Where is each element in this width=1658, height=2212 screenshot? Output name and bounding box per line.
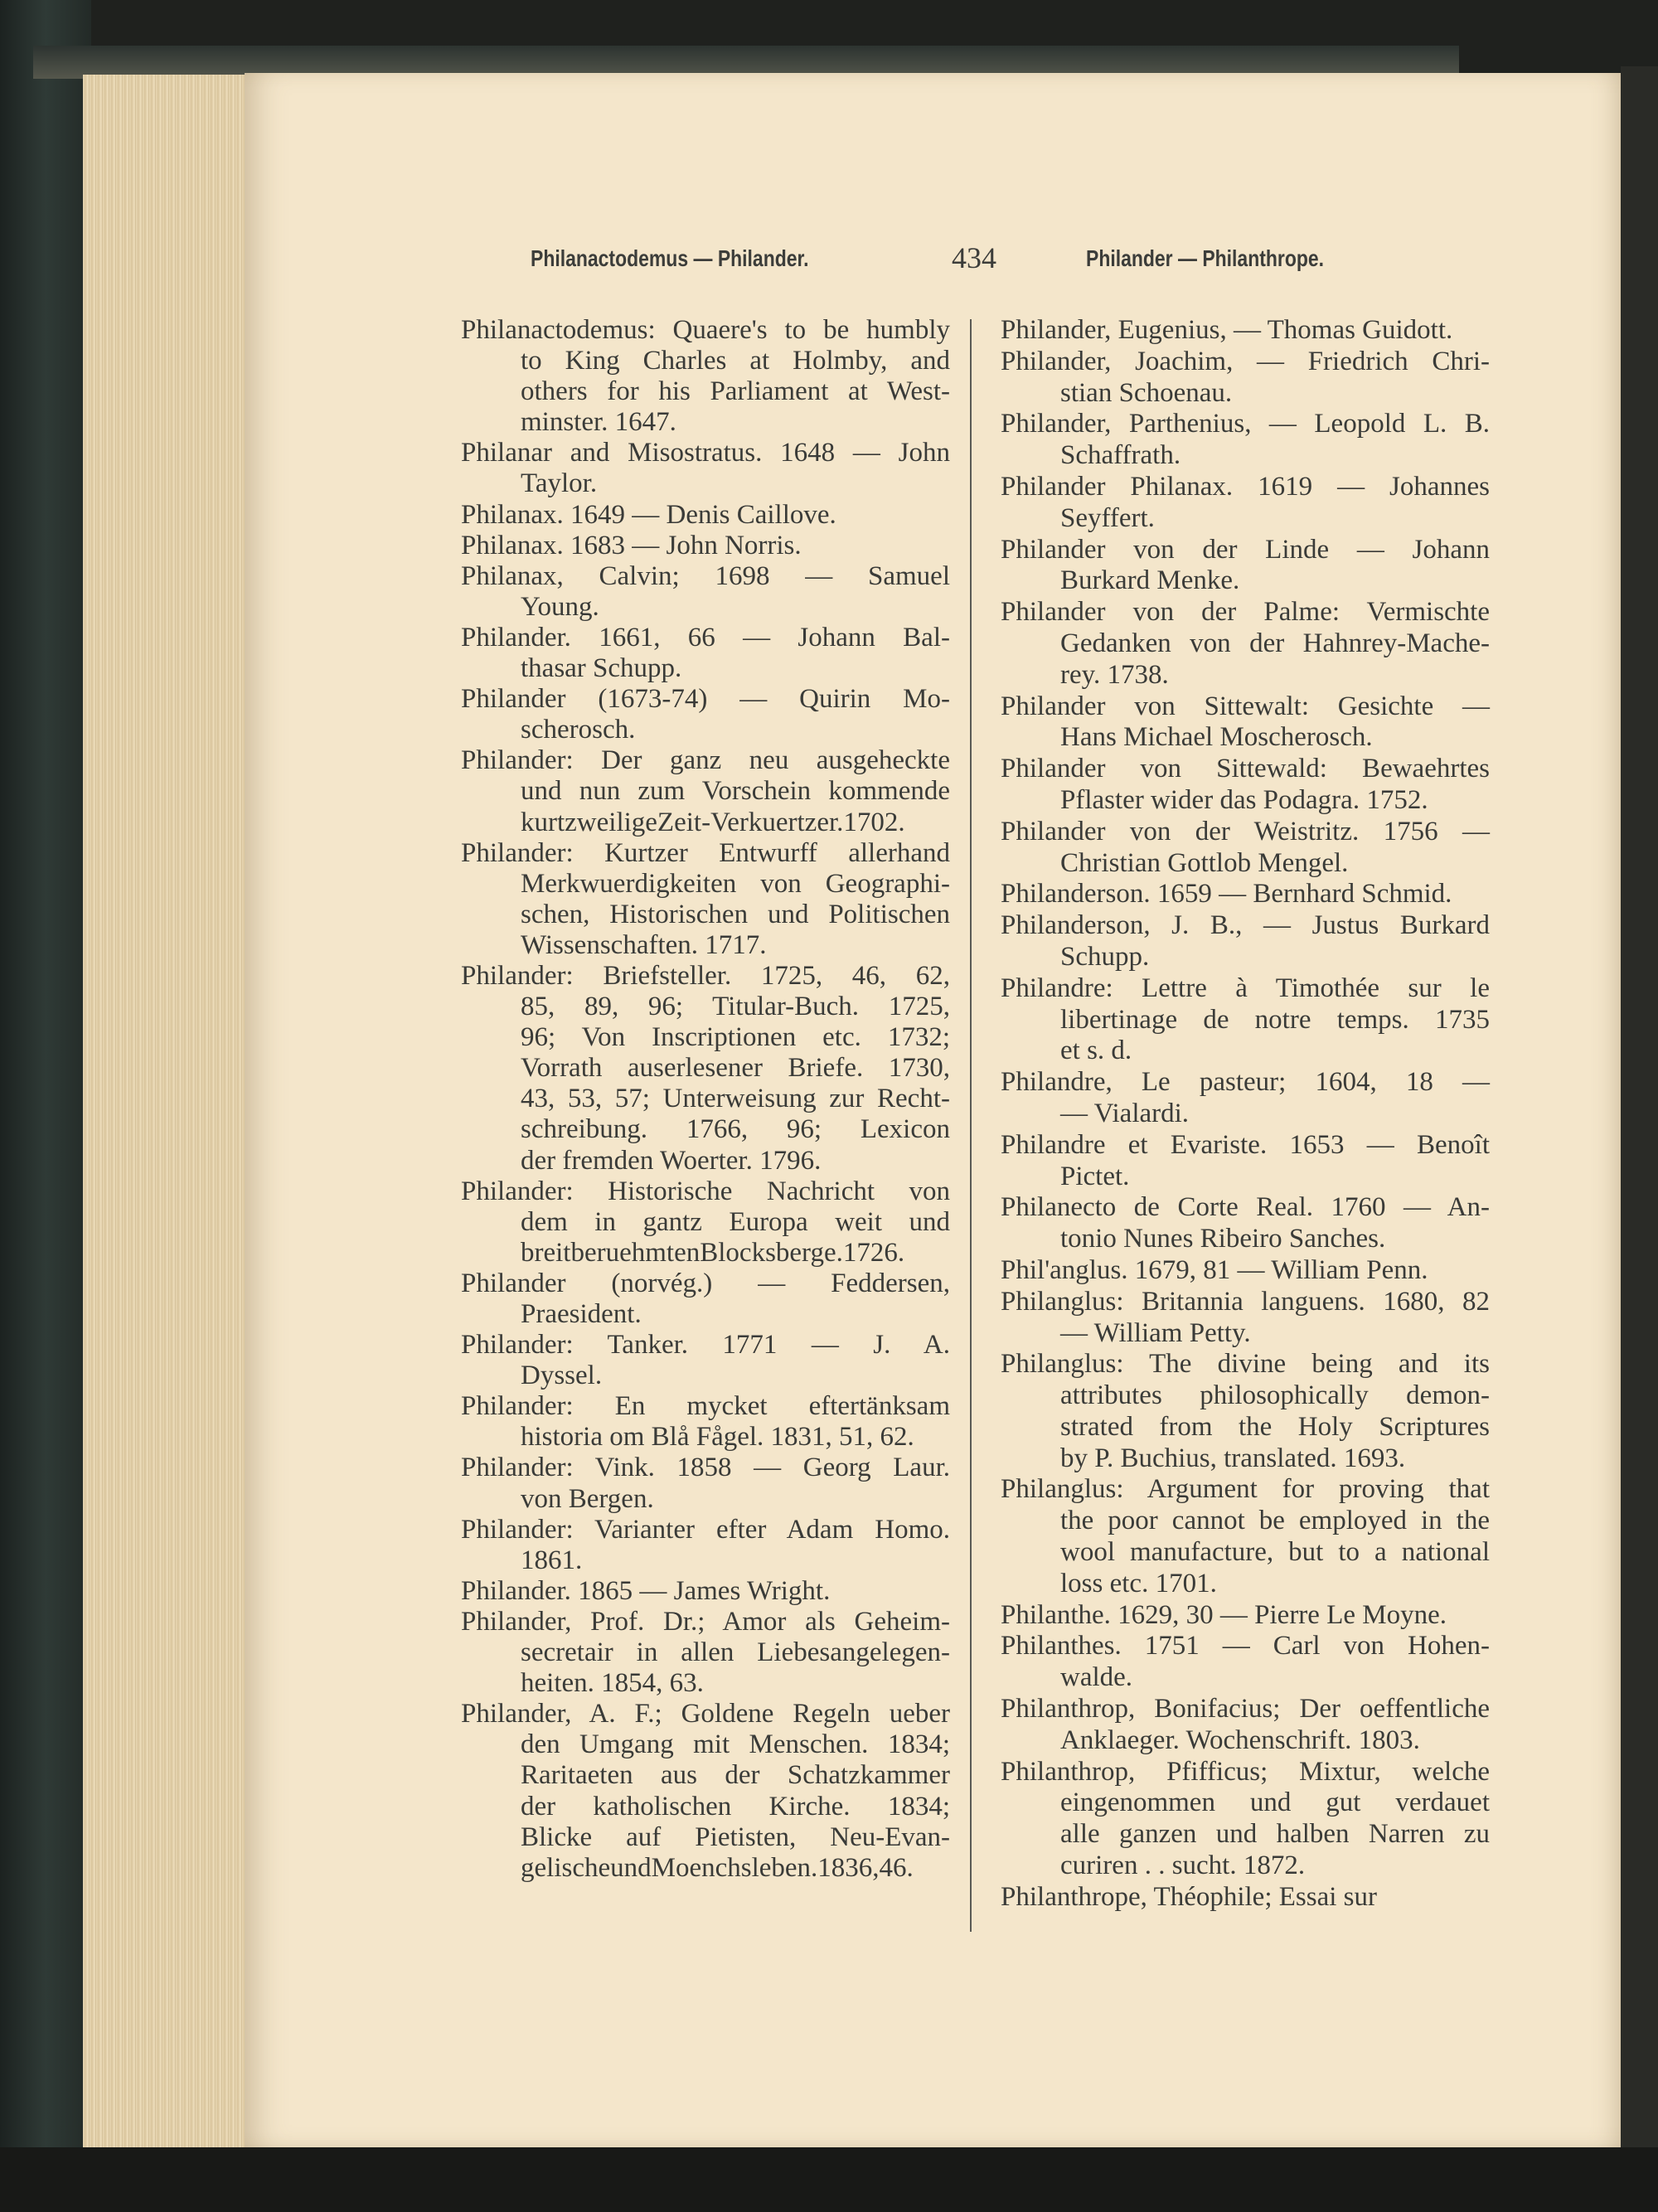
index-entry: [1001, 1631, 1490, 1694]
index-entry: [1001, 1757, 1490, 1882]
entry-line: Philander: En mycket eftertänksam: [461, 1391, 950, 1422]
entry-line: Vorrath auserlesener Briefe. 1730,: [521, 1053, 950, 1084]
entry-line: Philander, A. F.; Goldene Regeln ueber: [461, 1699, 950, 1729]
entry-line: Philanax. 1649 — Denis Caillove.: [461, 499, 836, 530]
entry-line: Philander von der Palme: Vermischte: [1001, 597, 1490, 628]
entry-line: Philander von der Linde — Johann: [1001, 534, 1490, 565]
entry-line: Philander: Varianter efter Adam Homo.: [461, 1514, 950, 1545]
entry-line: Philanactodemus: Quaere's to be humbly: [461, 315, 950, 345]
entry-line: der fremden Woerter. 1796.: [521, 1145, 822, 1176]
entry-line: others for his Parliament at West-: [521, 376, 950, 407]
entry-line: — Vialardi.: [1060, 1098, 1190, 1128]
index-entry: [1001, 1192, 1490, 1255]
entry-line: Wissenschaften. 1717.: [521, 929, 767, 960]
entry-line: Taylor.: [521, 468, 598, 499]
entry-line: Philander. 1865 — James Wright.: [461, 1575, 831, 1606]
entry-line: Philander: Kurtzer Entwurff allerhand: [461, 837, 950, 868]
entry-line: 85, 89, 96; Titular-Buch. 1725,: [521, 992, 950, 1022]
entry-line: scherosch.: [521, 715, 636, 745]
entry-line: strated from the Holy Scriptures: [1060, 1411, 1490, 1442]
entry-line: Gedanken von der Hahnrey-Mache-: [1060, 628, 1490, 658]
entry-line: 96; Von Inscriptionen etc. 1732;: [521, 1022, 950, 1053]
entry-line: minster. 1647.: [521, 407, 676, 438]
entry-line: und nun zum Vorschein kommende: [521, 776, 950, 807]
running-head-right: Philander — Philanthrope.: [1086, 245, 1325, 271]
entry-line: dem in gantz Europa weit und: [521, 1206, 950, 1237]
entry-line: Blicke auf Pietisten, Neu-Evan-: [521, 1822, 950, 1852]
right-background: [1621, 66, 1658, 2156]
entry-line: Philanderson, J. B., — Justus Burkard: [1001, 910, 1490, 941]
index-entry: [1001, 409, 1490, 472]
entry-line: et s. d.: [1060, 1036, 1132, 1066]
index-entry: [1001, 1067, 1490, 1130]
entry-line: Anklaeger. Wochenschrift. 1803.: [1060, 1724, 1420, 1755]
index-entry: [461, 1515, 950, 1576]
page-edges: [83, 75, 249, 2147]
entry-line: wool manufacture, but to a national: [1060, 1537, 1490, 1568]
entry-line: Philander: Briefsteller. 1725, 46, 62,: [461, 960, 950, 991]
entry-line: Phil'anglus. 1679, 81 — William Penn.: [1001, 1254, 1428, 1285]
entry-line: stian Schoenau.: [1060, 377, 1233, 408]
entry-line: Philanthe. 1629, 30 — Pierre Le Moyne.: [1001, 1599, 1447, 1630]
entry-line: to King Charles at Holmby, and: [521, 346, 950, 376]
entry-line: Philander von Sittewald: Bewaehrtes: [1001, 754, 1490, 784]
entry-line: breitberuehmtenBlocksberge.1726.: [521, 1237, 905, 1268]
entry-line: Philander, Parthenius, — Leopold L. B.: [1001, 409, 1490, 439]
index-entry: [461, 623, 950, 684]
index-entry: [1001, 1474, 1490, 1599]
entry-line: Philander: Vink. 1858 — Georg Laur.: [461, 1453, 950, 1483]
bottom-background: [0, 2147, 1658, 2212]
entry-line: Praesident.: [521, 1299, 642, 1329]
entry-line: secretair in allen Liebesangelegen-: [521, 1637, 950, 1668]
entry-line: Philanax, Calvin; 1698 — Samuel: [461, 560, 950, 591]
entry-line: Philanderson. 1659 — Bernhard Schmid.: [1001, 879, 1452, 910]
entry-line: von Bergen.: [521, 1483, 654, 1514]
index-entry: [1001, 1287, 1490, 1350]
entry-line: Philanthrop, Pfifficus; Mixtur, welche: [1001, 1756, 1490, 1787]
index-entry: [1001, 879, 1490, 910]
entry-line: tonio Nunes Ribeiro Sanches.: [1060, 1224, 1386, 1254]
entry-line: loss etc. 1701.: [1060, 1568, 1217, 1598]
index-entry: [461, 531, 950, 561]
entry-line: 1861.: [521, 1545, 583, 1575]
entry-line: Philanax. 1683 — John Norris.: [461, 530, 802, 560]
index-entry: [1001, 817, 1490, 880]
index-entry: [461, 1607, 950, 1699]
index-entry: [461, 561, 950, 623]
index-entry: [1001, 1349, 1490, 1474]
entry-line: — William Petty.: [1060, 1317, 1251, 1348]
entry-line: heiten. 1854, 63.: [521, 1668, 704, 1699]
index-entry: [1001, 1600, 1490, 1632]
index-entry: [1001, 1130, 1490, 1193]
index-entry: [1001, 910, 1490, 973]
entry-line: Philanthrope, Théophile; Essai sur: [1001, 1881, 1377, 1912]
entry-line: Philander: Historische Nachricht von: [461, 1176, 950, 1206]
entry-line: Philander von der Weistritz. 1756 —: [1001, 816, 1490, 846]
index-entry: [1001, 597, 1490, 691]
index-entry: [1001, 315, 1490, 347]
index-entry: [461, 961, 950, 1176]
entry-line: Philander: Tanker. 1771 — J. A.: [461, 1330, 950, 1361]
index-entry: [461, 1453, 950, 1514]
entry-line: eingenommen und gut verdauet: [1060, 1788, 1490, 1818]
page-number: 434: [952, 241, 996, 274]
entry-line: Philander. 1661, 66 — Johann Bal-: [461, 622, 950, 652]
index-entry: [461, 1176, 950, 1269]
entry-line: Philander, Joachim, — Friedrich Chri-: [1001, 346, 1490, 376]
index-entry: [461, 684, 950, 745]
entry-line: Philanglus: Argument for proving that: [1001, 1474, 1490, 1505]
entry-line: alle ganzen und halben Narren zu: [1060, 1819, 1490, 1850]
entry-line: rey. 1738.: [1060, 659, 1169, 690]
entry-line: Philandre: Lettre à Timothée sur le: [1001, 973, 1490, 1003]
entry-line: Philanthes. 1751 — Carl von Hohen-: [1001, 1631, 1490, 1661]
entry-line: Seyffert.: [1060, 502, 1155, 533]
entry-line: schreibung. 1766, 96; Lexicon: [521, 1114, 950, 1145]
entry-line: kurtzweiligeZeit-Verkuertzer.1702.: [521, 807, 905, 837]
index-entry: [461, 838, 950, 961]
index-entry: [461, 500, 950, 531]
index-entry: [1001, 347, 1490, 410]
entry-line: Hans Michael Moscherosch.: [1060, 722, 1373, 753]
index-entry: [1001, 1694, 1490, 1757]
entry-line: historia om Blå Fågel. 1831, 51, 62.: [521, 1422, 914, 1453]
index-entry: [461, 1576, 950, 1607]
entry-line: Philanglus: The divine being and its: [1001, 1349, 1490, 1380]
entry-line: Philanecto de Corte Real. 1760 — An-: [1001, 1192, 1490, 1223]
entry-line: Philander: Der ganz neu ausgeheckte: [461, 745, 950, 776]
right-column: [1001, 315, 1490, 1914]
entry-line: 43, 53, 57; Unterweisung zur Recht-: [521, 1084, 950, 1114]
entry-line: gelischeundMoenchsleben.1836,46.: [521, 1852, 914, 1883]
index-entry: [461, 1699, 950, 1884]
column-divider: [970, 319, 972, 1932]
entry-line: Philander Philanax. 1619 — Johannes: [1001, 471, 1490, 502]
entry-line: Philander (1673-74) — Quirin Mo-: [461, 684, 950, 715]
index-entry: [461, 315, 950, 438]
entry-line: Burkard Menke.: [1060, 565, 1240, 596]
index-entry: [1001, 754, 1490, 817]
entry-line: den Umgang mit Menschen. 1834;: [521, 1729, 950, 1760]
entry-line: Christian Gottlob Mengel.: [1060, 847, 1349, 878]
entry-line: Philander von Sittewalt: Gesichte —: [1001, 691, 1490, 721]
index-entry: [461, 1330, 950, 1391]
entry-line: Pflaster wider das Podagra. 1752.: [1060, 784, 1428, 815]
entry-line: Philandre, Le pasteur; 1604, 18 —: [1001, 1067, 1490, 1098]
entry-line: Philander (norvég.) — Feddersen,: [461, 1268, 950, 1298]
book-cover-cloth: [0, 0, 91, 2212]
left-column: [461, 315, 950, 1884]
entry-line: der katholischen Kirche. 1834;: [521, 1791, 950, 1822]
entry-line: Raritaeten aus der Schatzkammer: [521, 1760, 950, 1791]
entry-line: Philander, Eugenius, — Thomas Guidott.: [1001, 315, 1453, 345]
entry-line: Pictet.: [1060, 1161, 1130, 1191]
entry-line: Merkwuerdigkeiten von Geographi-: [521, 868, 950, 899]
entry-line: Dyssel.: [521, 1361, 603, 1391]
entry-line: Philanglus: Britannia languens. 1680, 82: [1001, 1286, 1490, 1317]
index-entry: [461, 1269, 950, 1330]
index-entry: [1001, 472, 1490, 535]
entry-line: Young.: [521, 591, 599, 622]
entry-line: Schaffrath.: [1060, 440, 1181, 471]
entry-line: schen, Historischen und Politischen: [521, 899, 950, 929]
entry-line: Schupp.: [1060, 941, 1150, 972]
index-entry: [1001, 973, 1490, 1067]
entry-line: the poor cannot be employed in the: [1060, 1506, 1490, 1536]
entry-line: Philandre et Evariste. 1653 — Benoît: [1001, 1129, 1490, 1160]
index-entry: [1001, 1255, 1490, 1287]
entry-line: thasar Schupp.: [521, 653, 682, 684]
entry-line: libertinage de notre temps. 1735: [1060, 1004, 1490, 1035]
index-entry: [1001, 1882, 1490, 1914]
entry-line: attributes philosophically demon-: [1060, 1380, 1490, 1411]
entry-line: Philander, Prof. Dr.; Amor als Geheim-: [461, 1606, 950, 1637]
index-entry: [1001, 535, 1490, 598]
entry-line: walde.: [1060, 1662, 1133, 1693]
entry-line: Philanthrop, Bonifacius; Der oeffentliche: [1001, 1694, 1490, 1724]
index-entry: [461, 438, 950, 499]
entry-line: Philanar and Misostratus. 1648 — John: [461, 438, 950, 468]
index-entry: [461, 745, 950, 837]
index-entry: [1001, 691, 1490, 754]
index-entry: [461, 1391, 950, 1453]
running-head-left: Philanactodemus — Philander.: [531, 245, 809, 271]
entry-line: curiren . . sucht. 1872.: [1060, 1851, 1306, 1881]
entry-line: by P. Buchius, translated. 1693.: [1060, 1443, 1406, 1473]
